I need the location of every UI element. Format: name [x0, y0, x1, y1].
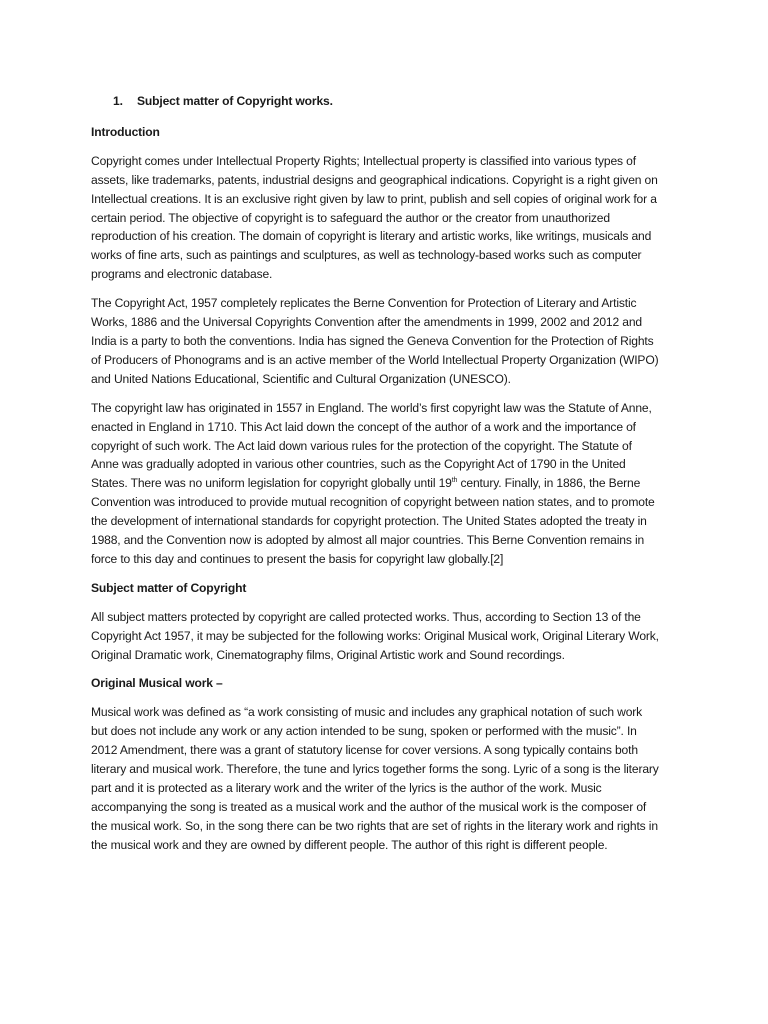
section-number: 1.: [113, 94, 123, 108]
subject-matter-heading: Subject matter of Copyright: [91, 580, 247, 595]
section-title: Subject matter of Copyright works.: [137, 94, 333, 108]
document-page: [91, 92, 661, 865]
musical-work-heading: Original Musical work –: [91, 676, 223, 691]
section-heading: [91, 92, 661, 111]
superscript-th: th: [451, 477, 458, 485]
introduction-heading: Introduction: [91, 124, 160, 139]
intro-paragraph-3-text-b: century. Finally, in 1886, the Berne Convention was introduced to provide mutual recognition of copyright between nation states, and to promote the development of international standards for copyright protection. The United States adopted the treaty in 1988, and the Convention now is adopted by almost all major countries. This Berne Convention remains in force to this day and continues to present the basis for copyright law globally.[2]: [91, 476, 655, 566]
musical-work-paragraph: Musical work was defined as “a work consisting of music and includes any graphical notation of such work but does not include any work or any action intended to be sung, spoken or performed with the music”. In 2012 Amendment, there was a grant of statutory license for cover versions. A song typically contains both literary and musical work. Therefore, the tune and lyrics together forms the song. Lyric of a song is the literary part and it is protected as a literary work and the writer of the lyrics is the author of the work. Music accompanying the song is treated as a musical work and the author of the musical work is the composer of the musical work. So, in the song there can be two rights that are set of rights in the literary work and rights in the musical work and they are owned by different people. The author of this right is different people.: [91, 705, 659, 852]
intro-paragraph-3: [91, 399, 661, 569]
intro-paragraph-2: The Copyright Act, 1957 completely replicates the Berne Convention for Protection of Literary and Artistic Works, 1886 and the Universal Copyrights Convention after the amendments in 1999, 2002 and 2012 and India is a party to both the conventions. India has signed the Geneva Convention for the Protection of Rights of Producers of Phonograms and is an active member of the World Intellectual Property Organization (WIPO) and United Nations Educational, Scientific and Cultural Organization (UNESCO).: [91, 296, 659, 386]
subject-matter-paragraph: All subject matters protected by copyright are called protected works. Thus, according to Section 13 of the Copyright Act 1957, it may be subjected for the following works: Original Musical work, Original Literary Work, Original Dramatic work, Cinematography films, Original Artistic work and Sound recordings.: [91, 609, 659, 662]
intro-paragraph-3-text-a: The copyright law has originated in 1557 in England. The world’s first copyright law was the Statute of Anne, enacted in England in 1710. This Act laid down the concept of the author of a work and the importance of copyright of such work. The Act laid down various rules for the protection of the copyright. The Statute of Anne was gradually adopted in various other countries, such as the Copyright Act of 1790 in the United States. There was no uniform legislation for copyright globally until 19: [91, 400, 652, 491]
intro-paragraph-1: Copyright comes under Intellectual Property Rights; Intellectual property is classified into various types of assets, like trademarks, patents, industrial designs and geographical indications. Copyright is a right given on Intellectual creations. It is an exclusive right given by law to print, publish and sell copies of original work for a certain period. The objective of copyright is to safeguard the author or the creator from unauthorized reproduction of his creation. The domain of copyright is literary and artistic works, like writings, musicals and works of fine arts, such as paintings and sculptures, as well as technology-based works such as computer programs and electronic database.: [91, 153, 658, 282]
